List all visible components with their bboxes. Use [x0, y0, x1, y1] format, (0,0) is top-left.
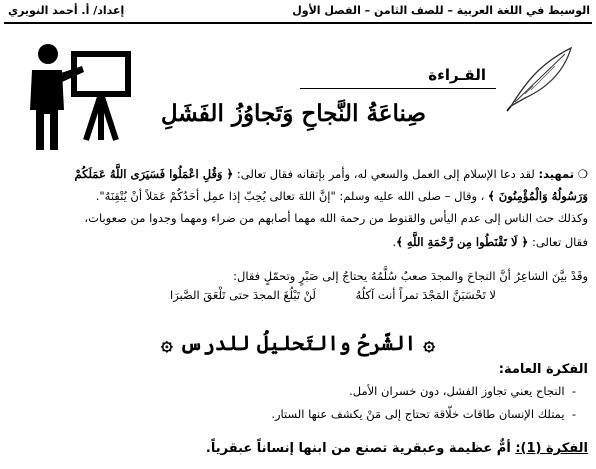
- quran-verse-1a: ﴿ وَقُلِ اعْمَلُوا فَسَيَرَى اللَّهُ عَمَلَكُمْ: [74, 167, 234, 181]
- header-author: إعداد/ أ. أحمد النويري: [8, 4, 125, 17]
- quran-verse-2: ﴿ لَا تَقْنَطُوا مِن رَّحْمَةِ اللَّهِ ﴾: [396, 235, 529, 249]
- quran-verse-1b: وَرَسُولُهُ وَالْمُؤْمِنُونَ ﴾: [488, 189, 588, 203]
- general-idea-heading: الفكرة العامة:: [498, 362, 588, 377]
- intro-text-1: لقد دعا الإسلام إلى العمل والسعي له، وأمر بإتقانه فقال تعالى:: [233, 167, 539, 181]
- header-divider: [4, 22, 592, 24]
- poem-verse-right: لا تَحْسَبَنَّ المَجْدَ تمراً أنت آكلُهُ: [355, 288, 496, 302]
- poem-verse-left: لَنْ تَبْلُغَ المجدَ حتى تَلْعَقَ الصَّبرَا: [170, 288, 316, 302]
- lesson-title: صِناعَةُ النَّجاحِ وَتَجاوُزُ الفَشَلِ: [160, 100, 426, 127]
- general-idea-item-text: النجاح يعني تجاوز الفشل، دون خسران الأمل.: [349, 384, 565, 398]
- general-idea-item: - يمتلك الإنسان طاقات خلّاقة تحتاج إلى مَنْ يكشف عنها الستار.: [271, 407, 576, 421]
- intro-line-3: وكذلك حث الناس إلى عدم اليأس والقنوط من رحمة الله مهما أصابهم من ضراء ومهما وجدوا من صعوبات،: [84, 211, 588, 225]
- hadith-text: ، وقال – صلى الله عليه وسلم: "إنَّ اللهَ تعالى يُحِبّ إذا عمِل أحَدُكُمْ عَمَلاً أنْ يُتْقِنَهُ".: [95, 189, 489, 203]
- general-idea-item-text: يمتلك الإنسان طاقات خلّاقة تحتاج إلى مَنْ يكشف عنها الستار.: [271, 407, 565, 421]
- idea-1-label: الفكرة (1):: [515, 441, 588, 456]
- poem-intro: وقَدْ بيَّنَ الشاعِرُ أنَّ النجاحَ والمجدَ صعبٌ سُلَّمُهُ يحتاجُ إلى صَبْرٍ وتحمّلٍ فقال:: [233, 269, 588, 283]
- intro-line-2: [8, 188, 588, 204]
- bullet-circle-icon: ❍: [577, 167, 588, 181]
- section-underline: [300, 88, 496, 89]
- header-title: الوسيط في اللغة العربية – للصف الثامن – الفصل الأول: [292, 4, 590, 17]
- intro-line-4: [8, 234, 588, 250]
- section-label: القـراءة: [428, 66, 486, 84]
- intro-period: .: [392, 235, 397, 249]
- general-idea-item: - النجاح يعني تجاوز الفشل، دون خسران الأمل.: [349, 384, 576, 398]
- teacher-presentation-icon: [22, 40, 140, 160]
- quill-icon: [505, 44, 577, 112]
- idea-1-text: أمٌّ عظيمة وعبقرية تصنع من ابنها إنساناً عبقرياً.: [205, 441, 516, 456]
- intro-line-1: [8, 166, 588, 182]
- idea-1: [206, 441, 588, 456]
- intro-label: تمهيد:: [538, 167, 575, 181]
- intro-text-4: فقال تعالى:: [528, 235, 588, 249]
- analysis-heading: ۞ الشّرحُ والتَحليلُ للدرس ۞: [161, 331, 435, 355]
